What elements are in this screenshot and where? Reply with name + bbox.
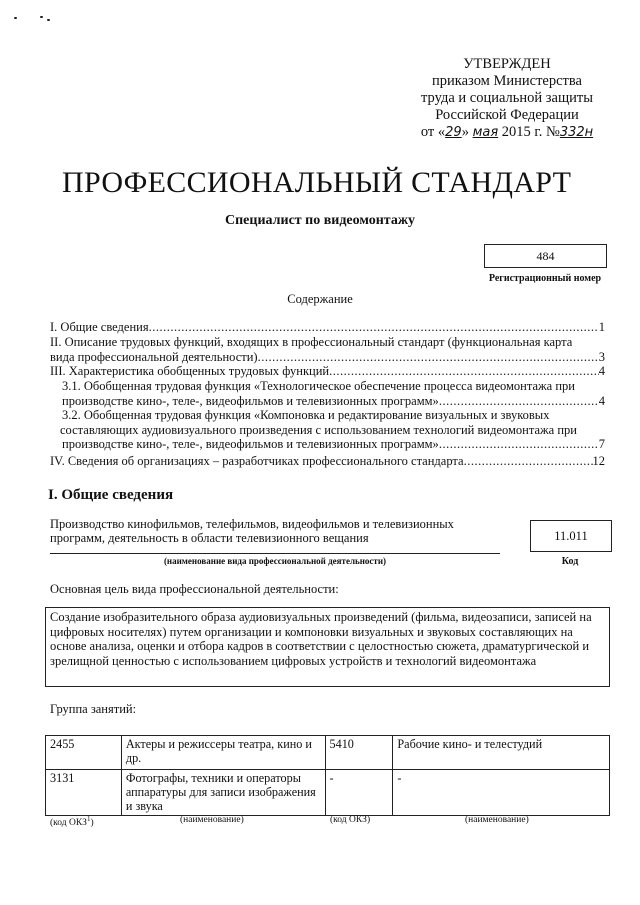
activity-name xyxy=(50,517,490,545)
activity-line: программ, деятельность в области телевизионного вещания xyxy=(50,531,369,545)
toc-item-text: I. Общие сведения xyxy=(50,320,149,334)
occupation-name-cell: Фотографы, техники и операторы аппаратуры для записи изображения и звука xyxy=(121,770,325,816)
toc-item-text: III. Характеристика обобщенных трудовых функций xyxy=(50,364,330,378)
page-title: ПРОФЕССИОНАЛЬНЫЙ СТАНДАРТ xyxy=(62,166,572,199)
handwritten-day: 29 xyxy=(445,125,462,140)
toc-item-page: 7 xyxy=(598,437,605,451)
occupation-name-cell: - xyxy=(393,770,610,816)
approval-title: УТВЕРЖДЕН xyxy=(463,56,551,72)
okz-code-caption-2: (код ОКЗ) xyxy=(330,815,371,825)
occupation-name-caption: (наименование) xyxy=(180,815,244,825)
toc-item-page: 1 xyxy=(598,320,605,334)
page-subtitle: Специалист по видеомонтажу xyxy=(225,213,415,228)
section-heading: I. Общие сведения xyxy=(48,487,174,503)
approval-block xyxy=(392,56,622,141)
toc-item-1[interactable] xyxy=(50,320,605,335)
okz-code-cell: 5410 xyxy=(325,736,393,770)
activity-code-caption: Код xyxy=(561,556,579,567)
handwritten-order-number: 332н xyxy=(559,125,594,140)
toc-item-text: производстве кино-, теле-, видеофильмов и телевизионных программ» xyxy=(62,437,439,451)
handwritten-month: мая xyxy=(472,125,499,140)
date-prefix: от « xyxy=(420,124,446,140)
activity-line: Производство кинофильмов, телефильмов, видеофильмов и телевизионных xyxy=(50,517,454,531)
registration-number-box: 484 xyxy=(484,244,607,268)
toc-heading: Содержание xyxy=(287,292,353,306)
approval-date-line xyxy=(392,124,622,141)
okz-code-caption xyxy=(50,815,94,828)
toc-item-3[interactable] xyxy=(50,364,605,379)
table-row xyxy=(46,770,610,816)
okz-code-cell: 3131 xyxy=(46,770,122,816)
toc-item-3-2[interactable] xyxy=(62,408,605,452)
occupation-table xyxy=(45,735,610,816)
goal-label: Основная цель вида профессиональной деятельности: xyxy=(50,582,339,596)
goal-text-box: Создание изобразительного образа аудиовизуальных произведений (фильма, видеозаписи, записей на цифровых носителях) путем организации и компоновки визуальных и звуковых составляющих на основе анализа, оценки и отбора кадров в соответствии с целостностью сюжета, драматургической и зрелищной ценностью с использованием цифровых устройств и технологий видеомонтажа xyxy=(45,607,610,687)
toc-item-text: производстве кино-, теле-, видеофильмов и телевизионных программ» xyxy=(62,393,439,408)
toc-item-text-line: II. Описание трудовых функций, входящих в профессиональный стандарт (функциональная карта xyxy=(50,335,573,349)
toc-item-page: 12 xyxy=(592,454,605,468)
date-mid: » xyxy=(461,124,473,140)
occupation-name-caption-2: (наименование) xyxy=(465,815,529,825)
approval-ministry: труда и социальной защиты xyxy=(421,90,593,106)
okz-code-cell: - xyxy=(325,770,393,816)
toc-item-2[interactable] xyxy=(50,335,605,364)
divider xyxy=(50,553,500,554)
toc-item-page: 4 xyxy=(598,393,605,408)
approval-country: Российской Федерации xyxy=(435,107,579,123)
toc-item-page: 4 xyxy=(598,364,605,378)
toc-item-4[interactable] xyxy=(50,454,605,469)
toc-item-text: IV. Сведения об организациях – разработчиках профессионального стандарта xyxy=(50,454,464,468)
table-row xyxy=(46,736,610,770)
footnote-marker[interactable]: 1 xyxy=(86,815,91,823)
occupation-name-cell: Рабочие кино- и телестудий xyxy=(393,736,610,770)
caption-text: ) xyxy=(90,818,94,829)
activity-code-box: 11.011 xyxy=(530,520,612,552)
toc-item-page: 3 xyxy=(598,349,605,364)
approval-order: приказом Министерства xyxy=(432,73,582,89)
registration-number-label: Регистрационный номер xyxy=(488,273,602,284)
toc-item-text-line: составляющих аудиовизуального произведения с использованием технологий видеомонтажа при xyxy=(60,422,577,437)
activity-caption: (наименование вида профессиональной деятельности) xyxy=(163,556,387,566)
toc-item-text-line: 3.2. Обобщенная трудовая функция «Компоновка и редактирование визуальных и звуковых xyxy=(62,408,550,422)
occupation-group-label: Группа занятий: xyxy=(50,702,137,716)
toc-item-3-1[interactable] xyxy=(62,379,605,408)
caption-text: (код ОКЗ xyxy=(50,818,87,829)
toc-item-text-line: 3.1. Обобщенная трудовая функция «Технологическое обеспечение процесса видеомонтажа при xyxy=(62,379,575,393)
okz-code-cell: 2455 xyxy=(46,736,122,770)
date-year: 2015 г. № xyxy=(498,124,560,140)
toc-item-text: вида профессиональной деятельности) xyxy=(50,349,258,364)
occupation-name-cell: Актеры и режиссеры театра, кино и др. xyxy=(121,736,325,770)
